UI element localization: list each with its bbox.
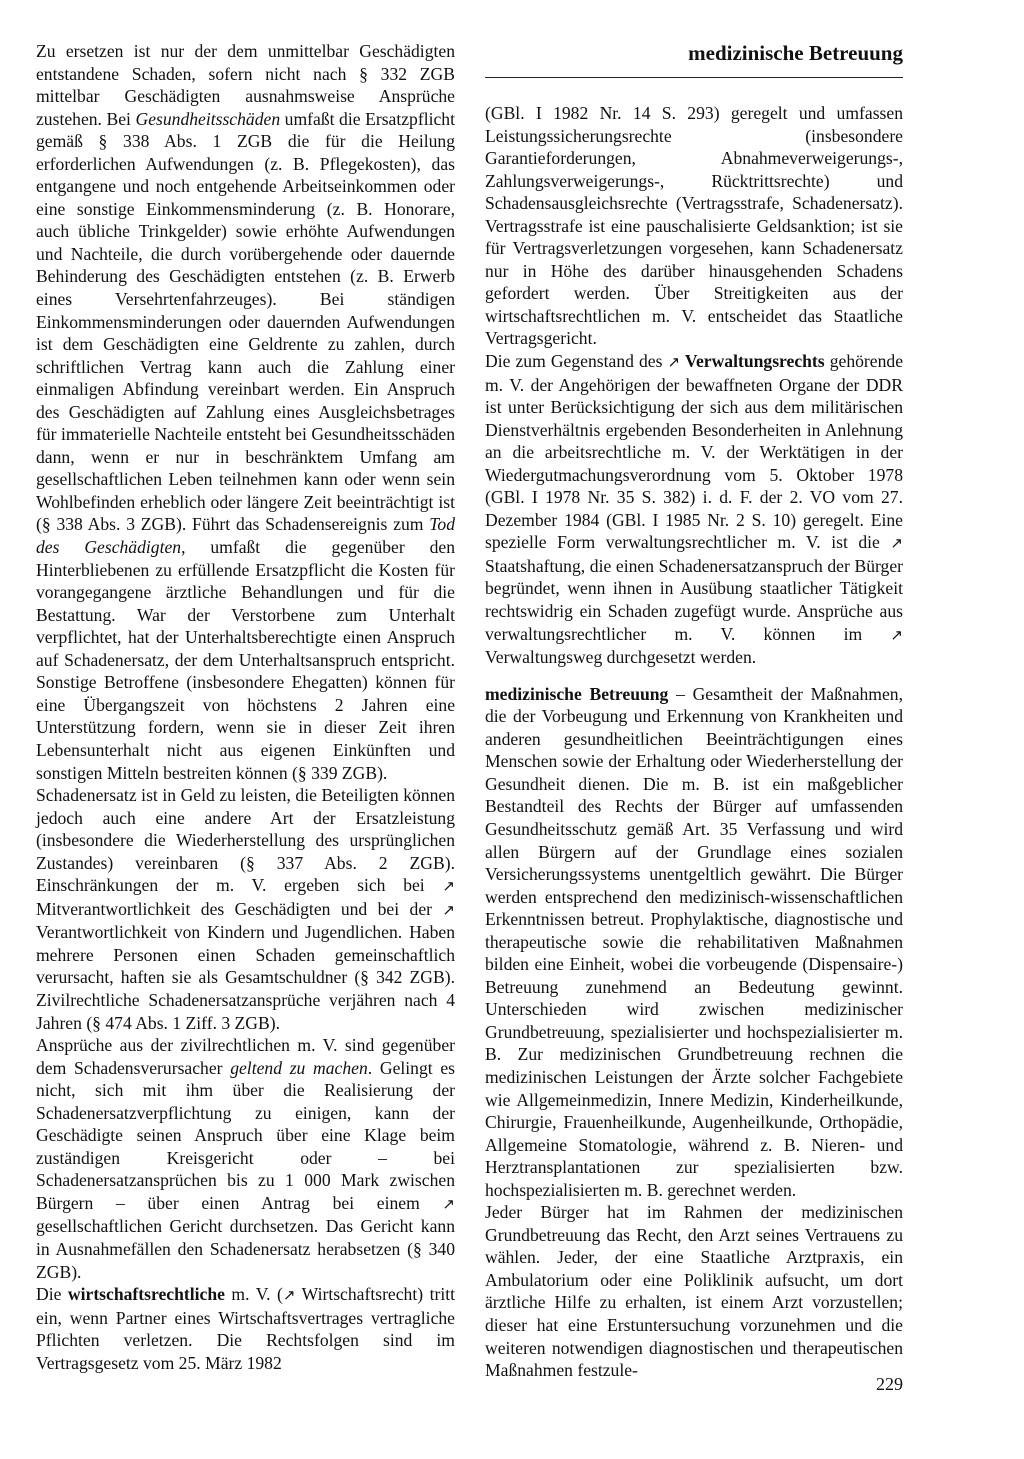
paragraph-damages [36,40,455,784]
text-run: Ansprüche aus der zivilrechtlichen m. V. sind gegenüber dem Schadensverursacher [36,1035,455,1078]
italic-term: Tod des Geschädigten [36,514,455,558]
cross-reference-arrow-icon: ↗ [890,534,903,553]
paragraph-compensation [36,784,455,1034]
left-column [36,40,455,1374]
text-run: Zu ersetzen ist nur der dem unmittelbar Geschädigten entstandene Schaden, sofern nicht nach § 332 ZGB mittelbar Geschädigten ausnahmsweise Ansprüche zustehen. Bei [36,41,455,129]
paragraph-administrative-liability [485,350,903,669]
cross-reference-arrow-icon: ↗ [282,1286,296,1305]
bold-term: wirtschaftsrechtliche [67,1284,225,1305]
text-run: Verantwortlichkeit von Kindern und Jugendlichen. Haben mehrere Personen einen Schaden gemeinschaftlich verursacht, haften sie als Gesamtschuldner (§ 342 ZGB). Zivilrechtliche Schadenersatzansprüche verjähren nach 4 Jahren (§ 474 Abs. 1 Ziff. 3 ZGB). [36,922,455,1033]
italic-term: Gesundheitsschäden [135,108,281,129]
text-run: m. V. ( [224,1284,283,1305]
text-run: umfaßt die Ersatzpflicht gemäß § 338 Abs. 1 ZGB die für die Heilung erforderlichen Aufwendungen (z. B. Pflegekosten), das entgangene und noch entgehende Arbeitseinkommen oder eine sonstige Einkommensminderung (z. B. Honorare, auch übliche Trinkgelder) sowie erhöhte Aufwendungen und Nachteile, die durch vorübergehende oder dauernde Behinderung des Geschädigten entstehen (z. B. Erwerb eines Versehrtenfahrzeuges). Bei ständigen Einkommensminderungen oder dauernden Aufwendungen ist dem Geschädigten eine Geldrente zu zahlen, durch schriftlichen Vertrag kann auch die Zahlung einer einmaligen Abfindung vereinbart werden. Ein Anspruch des Geschädigten auf Zahlung eines Ausgleichsbetrages für immaterielle Nachteile entsteht bei Gesundheitsschäden dann, wenn er nur in beschränktem Umfang am gesellschaftlichen Leben teilnehmen kann oder wenn sein Wohlbefinden erheblich oder längere Zeit beeinträchtigt ist (§ 338 Abs. 3 ZGB). Führt das Schadensereignis zum [36,108,455,535]
right-column [485,102,903,1382]
text-run: Schadenersatz ist in Geld zu leisten, die Beteiligten können jedoch auch eine andere Art der Ersatzleistung (insbesondere die Wiederherstellung des ursprünglichen Zustandes) vereinbaren (§ 337 Abs. 2 ZGB). Einschränkungen der m. V. ergeben sich bei [36,785,455,896]
text-run: . Gelingt es nicht, sich mit ihm über die Realisierung der Schadenersatzverpflichtung zu einigen, kann der Geschädigte seinen Anspruch über eine Klage beim zuständigen Kreisgericht oder – bei Schadenersatzansprüchen bis zu 1 000 Mark zwischen Bürgern – über einen Antrag bei einem [36,1057,455,1213]
cross-reference-arrow-icon: ↗ [667,353,681,372]
cross-reference-arrow-icon: ↗ [442,900,455,919]
header-rule [485,77,903,78]
italic-term: geltend zu machen [230,1057,368,1078]
paragraph-doctor-choice: Jeder Bürger hat im Rahmen der medizinischen Grundbetreuung das Recht, den Arzt seines Vertrauens zu wählen. Jeder, der eine Staatliche Arztpraxis, ein Ambulatorium oder eine Poliklinik aufsucht, um dort ärztliche Hilfe zu erhalten, ist einem Arzt vorzustellen; dieser hat eine Erstuntersuchung vorzunehmen und die weiteren notwendigen diagnostischen und therapeutischen Maßnahmen festzule- [485,1202,903,1381]
text-run: gesellschaftlichen Gericht durchsetzen. Das Gericht kann in Ausnahmefällen den Schadenersatz herabsetzen (§ 340 ZGB). [36,1216,455,1282]
text-run: Mitverantwortlichkeit des Geschädigten und bei der [36,898,443,919]
cross-reference-arrow-icon: ↗ [890,625,903,644]
cross-reference-arrow-icon: ↗ [442,1194,455,1213]
text-run: Die [36,1284,68,1305]
text-run: Die zum Gegenstand des [485,351,668,372]
entry-medizinische-betreuung [485,683,903,1202]
page-number: 229 [876,1374,903,1394]
paragraph-economic-liability [36,1283,455,1374]
text-run: – Gesamtheit der Maßnahmen, die der Vorbeugung und Erkennung von Krankheiten und anderen gesundheitlichen Beeinträchtigungen eines Menschen sowie der Erhaltung oder Wiederherstellung der Gesundheit dienen. Die m. B. ist ein maßgeblicher Bestandteil des Rechts der Bürger auf umfassenden Gesundheitsschutz gemäß Art. 35 Verfassung und wird allen Bürgern auf der Grundlage eines sozialen Versicherungssystems unentgeltlich gewährt. Die Bürger werden entsprechend den medizinisch-wissenschaftlichen Erkenntnissen betreut. Prophylaktische, diagnostische und therapeutische sowie die rehabilitativen Maßnahmen bilden eine Einheit, wobei die vorbeugende (Dispensaire-) Betreuung zunehmend an Bedeutung gewinnt. Unterschieden wird zwischen medizinischer Grundbetreuung, spezialisierter und hochspezialisierter m. B. Zur medizinischen Grundbetreuung rechnen die medizinischen Leistungen der Ärzte solcher Fachgebiete wie Allgemeinmedizin, Innere Medizin, Kinderheilkunde, Chirurgie, Frauenheilkunde, Augenheilkunde, Orthopädie, Allgemeine Stomatologie, während z. B. Nieren- und Herztransplantationen zur spezialisierten bzw. hochspezialisierten m. B. gerechnet werden. [485,683,903,1200]
text-run: Staatshaftung, die einen Schadenersatzanspruch der Bürger begründet, wenn ihnen in Ausübung staatlicher Tätigkeit rechtswidrig ein Schaden zugefügt wurde. Ansprüche aus verwaltungsrechtlicher m. V. können im [485,555,903,644]
cross-reference-arrow-icon: ↗ [442,877,455,896]
text-run: Verwaltungsweg durchgesetzt werden. [485,647,757,668]
entry-spacer [485,669,903,683]
paragraph-contract-law: (GBl. I 1982 Nr. 14 S. 293) geregelt und umfassen Leistungssicherungsrechte (insbesondere Garantieforderungen, Abnahmeverweigerungs-, Zahlungsverweigerungs-, Rücktrittsrechte) und Schadensausgleichsrechte (Vertragsstrafe, Schadenersatz). Vertragsstrafe ist eine pauschalisierte Geldsanktion; ist sie für Vertragsverletzungen vorgesehen, kann Schadenersatz nur in Höhe des darüber hinausgehenden Schadens gefordert werden. Über Streitigkeiten aus der wirtschaftsrechtlichen m. V. entscheidet das Staatliche Vertragsgericht. [485,103,903,349]
running-header: medizinische Betreuung [688,41,903,65]
paragraph-claims [36,1034,455,1283]
text-run: gehörende m. V. der Angehörigen der bewaffneten Organe der DDR ist unter Berücksichtigung der sich aus dem militärischen Dienstverhältnis ergebenden Besonderheiten in Anlehnung an die arbeitsrechtliche m. V. der Werktätigen in der Wiedergutmachungsverordnung vom 5. Oktober 1978 (GBl. I 1978 Nr. 35 S. 382) i. d. F. der 2. VO vom 27. Dezember 1984 (GBl. I 1985 Nr. 2 S. 10) geregelt. Eine spezielle Form verwaltungsrechtlicher m. V. ist die [485,351,904,553]
entry-headword: medizinische Betreuung [485,683,669,704]
bold-term: Verwaltungsrechts [680,351,825,372]
text-run: Wirtschaftsrecht) tritt ein, wenn Partner eines Wirtschaftsvertrages vertragliche Pflichten verletzen. Die Rechtsfolgen sind im Vertragsgesetz vom 25. März 1982 [36,1284,456,1373]
text-run: , umfaßt die gegenüber den Hinterbliebenen zu erfüllende Ersatzpflicht die Kosten für vorangegangene ärztliche Behandlungen und für die Bestattung. War der Verstorbene zum Unterhalt verpflichtet, hat der Unterhaltsberechtigte einen Anspruch auf Schadenersatz, der dem Unterhaltsanspruch entspricht. Sonstige Betroffene (insbesondere Ehegatten) können für eine Übergangszeit von höchstens 2 Jahren eine Unterstützung fordern, wenn sie in dieser Zeit ihren Lebensunterhalt nicht aus eigenen Einkünften und sonstigen Mitteln bestreiten können (§ 339 ZGB). [36,537,455,783]
